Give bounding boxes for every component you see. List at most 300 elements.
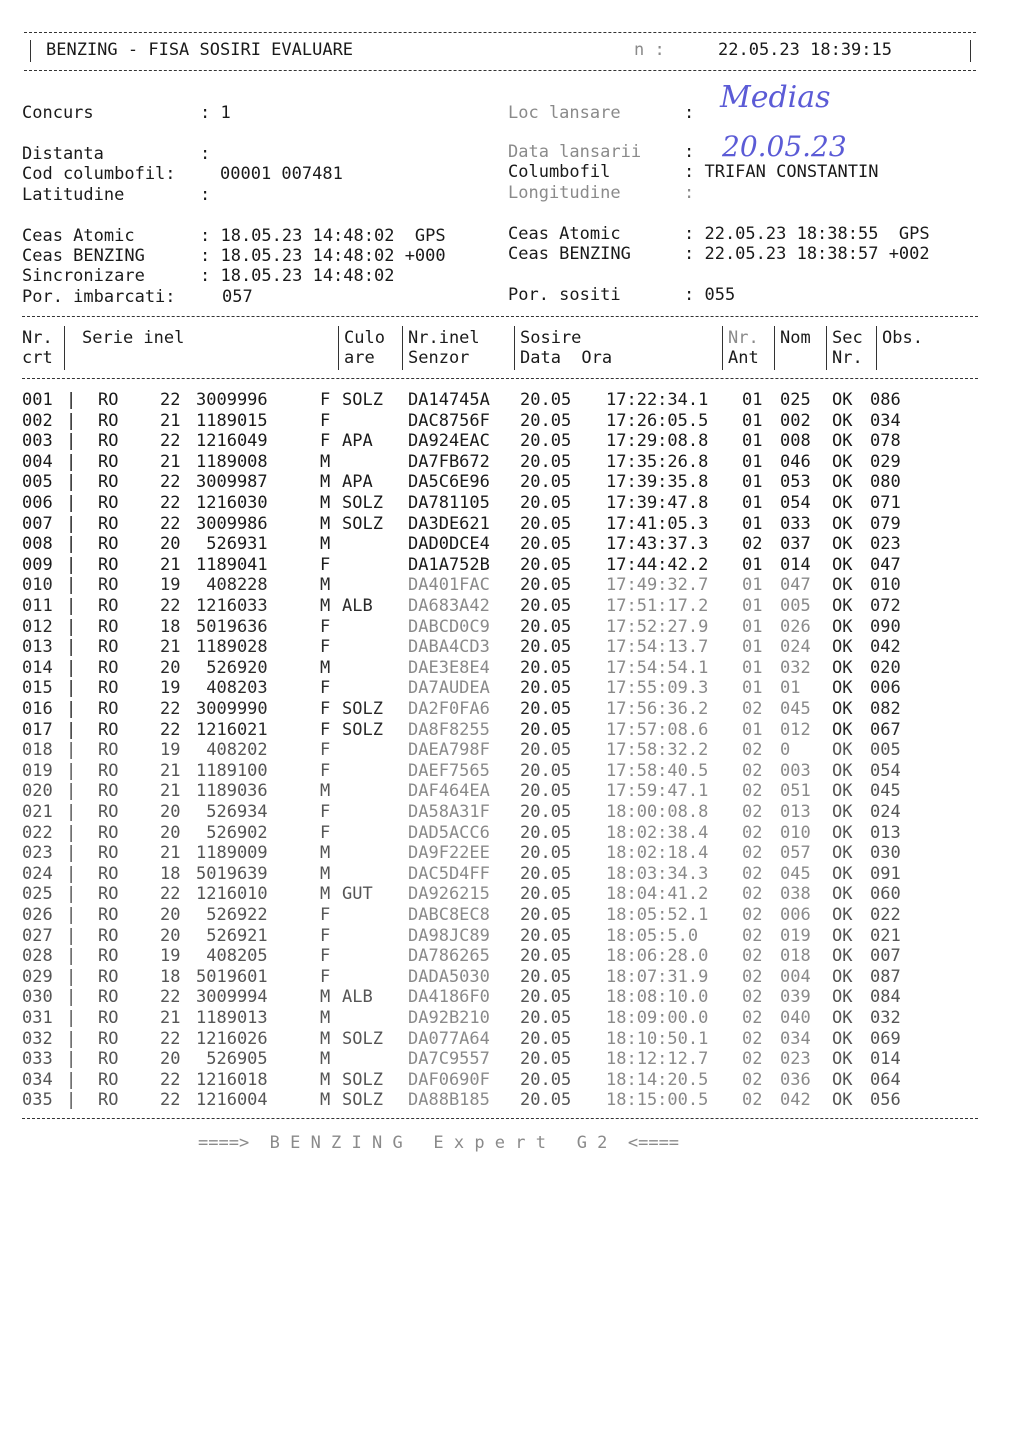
row-date: 20.05 (520, 740, 572, 761)
th-culo: Culo (344, 328, 385, 348)
row-country: RO (98, 987, 119, 1008)
row-year: 20 (160, 905, 181, 925)
row-nom: 057 (780, 843, 811, 864)
row-nr: 017 (22, 719, 53, 740)
row-color: ALB (342, 596, 373, 616)
data-lansarii-colon: : (684, 142, 695, 162)
row-sex: M (320, 1028, 331, 1049)
row-ring-number: 1189008 (196, 451, 268, 472)
loc-label: Loc lansare (508, 103, 621, 123)
row-year: 22 (160, 493, 181, 513)
row-sensor: DA7FB672 (408, 451, 490, 472)
row-antenna: 02 (742, 966, 763, 987)
row-date: 20.05 (520, 843, 572, 864)
row-ring-number: 5019601 (196, 966, 268, 987)
row-ring-number: 1189013 (196, 1008, 268, 1028)
row-time: 18:12:12.7 (606, 1049, 709, 1070)
row-sensor: DA92B210 (408, 1008, 490, 1028)
row-antenna: 02 (742, 863, 763, 884)
row-nr: 032 (22, 1028, 53, 1049)
row-nr: 023 (22, 843, 53, 864)
row-sensor: DAEA798F (408, 740, 490, 761)
por-imbarcati-value: 057 (222, 287, 253, 307)
row-sensor: DA683A42 (408, 596, 490, 616)
por-sositi-label: Por. sositi (508, 285, 621, 305)
row-country: RO (98, 1008, 119, 1028)
row-nr: 024 (22, 863, 53, 884)
row-year: 20 (160, 534, 181, 555)
ceas-benzing-label: Ceas BENZING (22, 246, 145, 266)
row-date: 20.05 (520, 822, 572, 843)
row-antenna: 02 (742, 987, 763, 1008)
row-sensor: DAE3E8E4 (408, 657, 490, 678)
row-sex: M (320, 1008, 331, 1028)
row-obs: 054 (870, 760, 901, 781)
th-secnr: Nr. (832, 348, 863, 368)
row-sec: OK (832, 472, 853, 493)
row-sensor: DA88B185 (408, 1090, 490, 1111)
row-obs: 056 (870, 1090, 901, 1111)
row-antenna: 01 (742, 637, 763, 658)
row-date: 20.05 (520, 410, 572, 431)
row-nr: 035 (22, 1090, 53, 1111)
row-sec: OK (832, 884, 853, 905)
row-nr: 003 (22, 431, 53, 452)
row-sensor: DAC8756F (408, 410, 490, 431)
row-sec: OK (832, 699, 853, 719)
th-bar-4 (514, 326, 515, 370)
row-nom: 053 (780, 472, 811, 493)
loc-colon: : (684, 103, 695, 123)
row-separator: | (66, 843, 77, 864)
row-country: RO (98, 431, 119, 452)
row-obs: 034 (870, 410, 901, 431)
ceas-atomic2-value: : 22.05.23 18:38:55 GPS (684, 224, 930, 244)
row-year: 22 (160, 1069, 181, 1090)
row-separator: | (66, 637, 77, 658)
row-nr: 025 (22, 884, 53, 905)
ceas-atomic-label: Ceas Atomic (22, 226, 135, 246)
row-year: 22 (160, 1090, 181, 1111)
row-sensor: DAEF7565 (408, 760, 490, 781)
row-date: 20.05 (520, 637, 572, 658)
row-nr: 006 (22, 493, 53, 513)
row-nr: 011 (22, 596, 53, 616)
row-country: RO (98, 657, 119, 678)
row-antenna: 01 (742, 678, 763, 699)
row-obs: 021 (870, 925, 901, 946)
row-time: 18:10:50.1 (606, 1028, 709, 1049)
row-separator: | (66, 1090, 77, 1111)
row-sec: OK (832, 451, 853, 472)
row-sensor: DA401FAC (408, 575, 490, 596)
row-nom: 045 (780, 863, 811, 884)
table-row (22, 802, 982, 822)
row-year: 19 (160, 740, 181, 761)
table-row (22, 843, 982, 863)
row-separator: | (66, 596, 77, 616)
row-obs: 069 (870, 1028, 901, 1049)
row-nom: 003 (780, 760, 811, 781)
row-antenna: 01 (742, 554, 763, 575)
table-row (22, 493, 982, 513)
row-date: 20.05 (520, 534, 572, 555)
row-nr: 033 (22, 1049, 53, 1070)
row-sex: F (320, 802, 331, 822)
row-color: SOLZ (342, 699, 383, 719)
row-separator: | (66, 616, 77, 637)
row-country: RO (98, 719, 119, 740)
row-obs: 082 (870, 699, 901, 719)
row-sensor: DABC8EC8 (408, 905, 490, 925)
row-nom: 0 (780, 740, 791, 761)
table-row (22, 1090, 982, 1110)
row-sec: OK (832, 616, 853, 637)
row-ring-number: 1189036 (196, 781, 268, 802)
row-sex: F (320, 410, 331, 431)
row-separator: | (66, 410, 77, 431)
row-country: RO (98, 1069, 119, 1090)
row-nom: 008 (780, 431, 811, 452)
row-separator: | (66, 925, 77, 946)
row-antenna: 01 (742, 390, 763, 410)
row-nom: 014 (780, 554, 811, 575)
table-row (22, 637, 982, 657)
row-date: 20.05 (520, 987, 572, 1008)
row-time: 17:51:17.2 (606, 596, 709, 616)
row-sex: M (320, 575, 331, 596)
row-obs: 090 (870, 616, 901, 637)
row-sensor: DAC5D4FF (408, 863, 490, 884)
row-obs: 080 (870, 472, 901, 493)
row-time: 18:05:52.1 (606, 905, 709, 925)
table-bottom-rule (22, 1118, 978, 1119)
row-sex: M (320, 493, 331, 513)
row-color: SOLZ (342, 493, 383, 513)
row-separator: | (66, 781, 77, 802)
row-sensor: DABCD0C9 (408, 616, 490, 637)
row-year: 18 (160, 863, 181, 884)
row-sensor: DA5C6E96 (408, 472, 490, 493)
row-sec: OK (832, 966, 853, 987)
table-row (22, 720, 982, 740)
row-time: 18:14:20.5 (606, 1069, 709, 1090)
row-obs: 060 (870, 884, 901, 905)
row-sex: M (320, 1090, 331, 1111)
row-nom: 038 (780, 884, 811, 905)
columbofil-label: Columbofil (508, 162, 611, 182)
ceas-benzing2-label: Ceas BENZING (508, 244, 631, 264)
row-antenna: 01 (742, 410, 763, 431)
row-sensor: DA7AUDEA (408, 678, 490, 699)
row-nom: 012 (780, 719, 811, 740)
th-nrinel: Nr.inel (408, 328, 480, 348)
table-top-rule (22, 316, 978, 317)
row-year: 22 (160, 699, 181, 719)
concurs-label: Concurs (22, 103, 94, 123)
row-year: 22 (160, 431, 181, 452)
row-antenna: 02 (742, 1049, 763, 1070)
row-nom: 006 (780, 905, 811, 925)
row-antenna: 02 (742, 699, 763, 719)
por-sositi-value: : 055 (684, 285, 736, 305)
row-year: 21 (160, 554, 181, 575)
row-sec: OK (832, 905, 853, 925)
row-sex: M (320, 596, 331, 616)
row-sec: OK (832, 678, 853, 699)
row-time: 18:07:31.9 (606, 966, 709, 987)
row-sensor: DAD0DCE4 (408, 534, 490, 555)
row-date: 20.05 (520, 760, 572, 781)
row-nr: 022 (22, 822, 53, 843)
row-nom: 047 (780, 575, 811, 596)
row-date: 20.05 (520, 884, 572, 905)
row-country: RO (98, 699, 119, 719)
row-date: 20.05 (520, 781, 572, 802)
row-separator: | (66, 802, 77, 822)
row-nom: 005 (780, 596, 811, 616)
concurs-value: : 1 (200, 103, 231, 123)
row-nr: 029 (22, 966, 53, 987)
row-country: RO (98, 554, 119, 575)
row-country: RO (98, 946, 119, 967)
row-nom: 039 (780, 987, 811, 1008)
row-country: RO (98, 451, 119, 472)
table-row (22, 823, 982, 843)
row-nom: 023 (780, 1049, 811, 1070)
row-sec: OK (832, 987, 853, 1008)
row-sex: M (320, 513, 331, 534)
row-country: RO (98, 410, 119, 431)
row-nr: 013 (22, 637, 53, 658)
row-obs: 072 (870, 596, 901, 616)
row-country: RO (98, 760, 119, 781)
row-ring-number: 3009986 (196, 513, 268, 534)
row-sec: OK (832, 534, 853, 555)
row-sec: OK (832, 1069, 853, 1090)
th-bar-5 (722, 326, 723, 370)
row-ring-number: 408203 (196, 678, 268, 699)
row-antenna: 01 (742, 431, 763, 452)
row-obs: 079 (870, 513, 901, 534)
row-date: 20.05 (520, 699, 572, 719)
columbofil-value: : TRIFAN CONSTANTIN (684, 162, 879, 182)
row-year: 19 (160, 946, 181, 967)
row-antenna: 02 (742, 843, 763, 864)
row-date: 20.05 (520, 905, 572, 925)
row-year: 22 (160, 472, 181, 493)
row-obs: 086 (870, 390, 901, 410)
row-year: 21 (160, 637, 181, 658)
row-nom: 037 (780, 534, 811, 555)
th-serie: Serie inel (82, 328, 185, 348)
row-sec: OK (832, 493, 853, 513)
row-nr: 028 (22, 946, 53, 967)
row-color: SOLZ (342, 390, 383, 410)
row-ring-number: 3009994 (196, 987, 268, 1008)
row-year: 18 (160, 966, 181, 987)
row-year: 22 (160, 390, 181, 410)
loc-handwritten: Medias (720, 80, 831, 115)
row-country: RO (98, 781, 119, 802)
row-nr: 008 (22, 534, 53, 555)
row-obs: 013 (870, 822, 901, 843)
row-time: 17:39:47.8 (606, 493, 709, 513)
row-ring-number: 526921 (196, 925, 268, 946)
table-row (22, 1029, 982, 1049)
row-country: RO (98, 802, 119, 822)
row-sensor: DA3DE621 (408, 513, 490, 534)
row-separator: | (66, 1028, 77, 1049)
row-sex: M (320, 1069, 331, 1090)
row-sensor: DA781105 (408, 493, 490, 513)
distanta-label: Distanta (22, 144, 104, 164)
table-row (22, 514, 982, 534)
row-ring-number: 5019639 (196, 863, 268, 884)
th-crt: crt (22, 348, 53, 368)
row-sensor: DA924EAC (408, 431, 490, 452)
row-antenna: 02 (742, 1069, 763, 1090)
row-sec: OK (832, 596, 853, 616)
row-country: RO (98, 905, 119, 925)
row-nr: 015 (22, 678, 53, 699)
row-antenna: 01 (742, 575, 763, 596)
row-sex: F (320, 616, 331, 637)
row-sensor: DA4186F0 (408, 987, 490, 1008)
row-date: 20.05 (520, 1069, 572, 1090)
row-sensor: DA926215 (408, 884, 490, 905)
row-antenna: 02 (742, 534, 763, 555)
row-sex: M (320, 884, 331, 905)
row-time: 17:54:13.7 (606, 637, 709, 658)
row-sex: M (320, 1049, 331, 1070)
row-nom: 002 (780, 410, 811, 431)
row-time: 18:02:38.4 (606, 822, 709, 843)
row-sec: OK (832, 760, 853, 781)
row-sec: OK (832, 802, 853, 822)
table-row (22, 967, 982, 987)
row-obs: 023 (870, 534, 901, 555)
table-row (22, 431, 982, 451)
row-antenna: 02 (742, 740, 763, 761)
row-sensor: DA58A31F (408, 802, 490, 822)
row-sec: OK (832, 740, 853, 761)
row-sec: OK (832, 946, 853, 967)
row-sex: M (320, 451, 331, 472)
row-sensor: DA077A64 (408, 1028, 490, 1049)
row-sensor: DADA5030 (408, 966, 490, 987)
row-separator: | (66, 987, 77, 1008)
table-row (22, 596, 982, 616)
row-nom: 010 (780, 822, 811, 843)
row-time: 17:54:54.1 (606, 657, 709, 678)
row-separator: | (66, 451, 77, 472)
row-separator: | (66, 554, 77, 575)
row-date: 20.05 (520, 451, 572, 472)
row-nom: 051 (780, 781, 811, 802)
table-row (22, 946, 982, 966)
row-time: 17:59:47.1 (606, 781, 709, 802)
row-nom: 024 (780, 637, 811, 658)
row-antenna: 02 (742, 905, 763, 925)
row-ring-number: 526905 (196, 1049, 268, 1070)
row-separator: | (66, 863, 77, 884)
th-obs: Obs. (882, 328, 923, 348)
row-country: RO (98, 1049, 119, 1070)
row-obs: 022 (870, 905, 901, 925)
th-sosire: Sosire (520, 328, 582, 348)
row-nom: 032 (780, 657, 811, 678)
row-nr: 001 (22, 390, 53, 410)
th-sec: Sec (832, 328, 863, 348)
row-nr: 018 (22, 740, 53, 761)
row-nr: 019 (22, 760, 53, 781)
row-obs: 007 (870, 946, 901, 967)
row-nom: 026 (780, 616, 811, 637)
data-lansarii-label: Data lansarii (508, 142, 642, 162)
row-year: 21 (160, 451, 181, 472)
row-sensor: DA1A752B (408, 554, 490, 575)
row-antenna: 02 (742, 802, 763, 822)
row-sex: F (320, 390, 331, 410)
row-nr: 012 (22, 616, 53, 637)
row-sensor: DA786265 (408, 946, 490, 967)
row-obs: 010 (870, 575, 901, 596)
row-nom: 019 (780, 925, 811, 946)
row-date: 20.05 (520, 472, 572, 493)
cod-label: Cod columbofil: (22, 164, 176, 184)
row-ring-number: 1216018 (196, 1069, 268, 1090)
th-data-ora: Data Ora (520, 348, 613, 368)
cod-value: 00001 007481 (220, 164, 343, 184)
row-separator: | (66, 513, 77, 534)
row-sec: OK (832, 1049, 853, 1070)
row-obs: 047 (870, 554, 901, 575)
row-time: 17:35:26.8 (606, 451, 709, 472)
row-country: RO (98, 616, 119, 637)
row-color: SOLZ (342, 1028, 383, 1049)
row-sex: F (320, 719, 331, 740)
row-year: 19 (160, 678, 181, 699)
row-sex: M (320, 534, 331, 555)
table-row (22, 1049, 982, 1069)
row-antenna: 02 (742, 760, 763, 781)
row-country: RO (98, 575, 119, 596)
row-separator: | (66, 884, 77, 905)
row-sex: F (320, 678, 331, 699)
row-sex: F (320, 431, 331, 452)
row-antenna: 01 (742, 513, 763, 534)
row-nr: 027 (22, 925, 53, 946)
row-sex: F (320, 822, 331, 843)
row-ring-number: 1189015 (196, 410, 268, 431)
ceas-benzing2-value: : 22.05.23 18:38:57 +002 (684, 244, 930, 264)
row-date: 20.05 (520, 946, 572, 967)
th-bar-2 (338, 326, 339, 370)
row-nom: 018 (780, 946, 811, 967)
row-sex: M (320, 472, 331, 493)
row-time: 17:41:05.3 (606, 513, 709, 534)
row-sec: OK (832, 719, 853, 740)
row-nr: 034 (22, 1069, 53, 1090)
row-color: APA (342, 431, 373, 452)
row-separator: | (66, 740, 77, 761)
row-time: 18:05:5.0 (606, 925, 699, 946)
ceas-atomic-value: : 18.05.23 14:48:02 GPS (200, 226, 446, 246)
latitudine-value: : (200, 185, 211, 205)
row-nr: 004 (22, 451, 53, 472)
sincronizare-label: Sincronizare (22, 266, 145, 286)
